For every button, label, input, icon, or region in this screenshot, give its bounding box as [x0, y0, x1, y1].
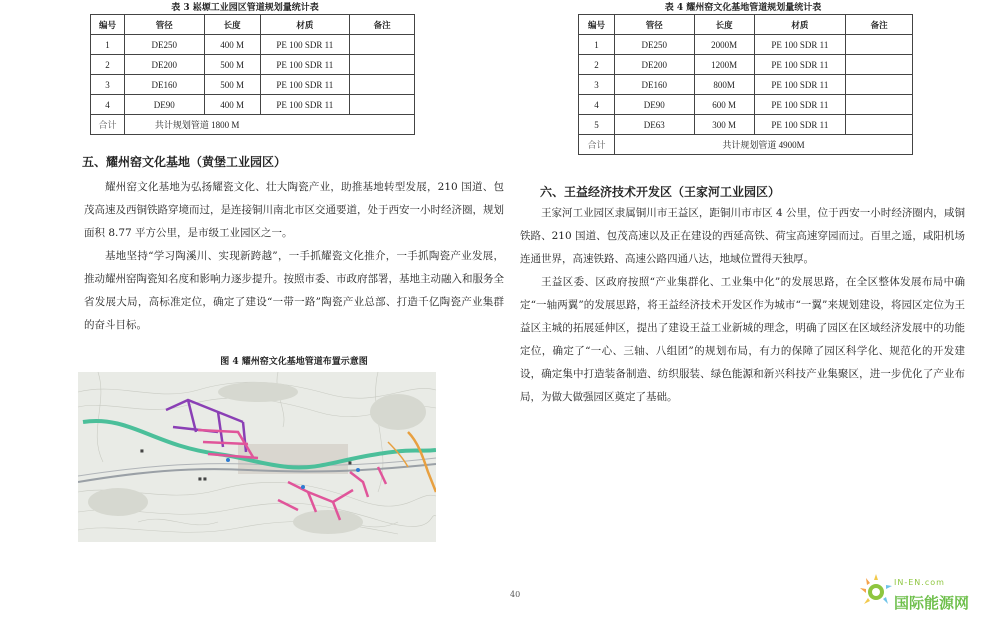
cell-no: 4 — [579, 95, 615, 115]
table4-header-row — [579, 15, 913, 35]
total-label: 合计 — [91, 115, 125, 135]
cell-no: 1 — [91, 35, 125, 55]
section5-paragraph-2: 基地坚持“学习陶溪川、实现新跨越”，一手抓耀瓷文化推介，一手抓陶瓷产业发展，推动耀州窑陶瓷知名度和影响力逐步提升。按照市委、市政府部署，基地主动融入和服务全省发展大局，高标准定位，确定了建设“一带一路”陶瓷产业总部、打造千亿陶瓷产业集群的奋斗目标。 — [84, 250, 504, 331]
cell-length: 300 M — [694, 115, 754, 135]
section6-body — [520, 202, 965, 409]
cell-diameter: DE63 — [614, 115, 694, 135]
cell-material: PE 100 SDR 11 — [754, 55, 846, 75]
figure4-caption: 图 4 耀州窑文化基地管道布置示意图 — [220, 357, 368, 367]
cell-remark — [350, 75, 415, 95]
table-row — [91, 95, 415, 115]
table3-header-row — [91, 15, 415, 35]
table-row — [579, 55, 913, 75]
cell-material: PE 100 SDR 11 — [754, 95, 846, 115]
cell-diameter: DE250 — [614, 35, 694, 55]
cell-material: PE 100 SDR 11 — [754, 115, 846, 135]
cell-remark — [350, 55, 415, 75]
table3-header-no: 编号 — [91, 15, 125, 35]
table4-total-row — [579, 135, 913, 155]
cell-no: 2 — [91, 55, 125, 75]
page-number: 40 — [510, 590, 521, 599]
cell-length: 2000M — [694, 35, 754, 55]
section6-heading: 六、王益经济技术开发区（王家河工业园区） — [540, 185, 781, 199]
cell-no: 3 — [91, 75, 125, 95]
table3-header-remark: 备注 — [350, 15, 415, 35]
table3-caption: 表 3 崧塬工业园区管道规划量统计表 — [171, 3, 319, 13]
cell-remark — [846, 95, 913, 115]
total-label: 合计 — [579, 135, 615, 155]
cell-length: 400 M — [204, 35, 260, 55]
cell-length: 400 M — [204, 95, 260, 115]
cell-no: 4 — [91, 95, 125, 115]
table4-header-material: 材质 — [754, 15, 846, 35]
cell-diameter: DE200 — [124, 55, 204, 75]
table-row — [91, 75, 415, 95]
cell-no: 2 — [579, 55, 615, 75]
watermark-name: 国际能源网 — [894, 594, 970, 612]
section5-heading: 五、耀州窑文化基地（黄堡工业园区） — [82, 155, 287, 169]
section6-paragraph-1: 王家河工业园区隶属铜川市王益区，距铜川市市区 4 公里，位于西安一小时经济圈内，咸铜铁路、210 国道、包茂高速以及正在建设的西延高铁、荷宝高速穿园而过。百里之遥，咸阳机场连通世界，高速铁路、高速公路四通八达，地域位置得天独厚。 — [520, 207, 965, 265]
table4-header-no: 编号 — [579, 15, 615, 35]
cell-remark — [846, 35, 913, 55]
table4-header-length: 长度 — [694, 15, 754, 35]
svg-text:■: ■ — [140, 448, 144, 453]
cell-remark — [846, 75, 913, 95]
watermark-domain: IN-EN.com — [894, 578, 945, 587]
sun-logo-icon — [858, 572, 898, 616]
table3-header-length: 长度 — [204, 15, 260, 35]
cell-length: 600 M — [694, 95, 754, 115]
pipeline-layout-map — [78, 372, 436, 542]
cell-no: 1 — [579, 35, 615, 55]
table3-header-diameter: 管径 — [124, 15, 204, 35]
cell-remark — [350, 95, 415, 115]
table4-header-diameter: 管径 — [614, 15, 694, 35]
table-row — [579, 95, 913, 115]
table3 — [90, 14, 415, 135]
cell-material: PE 100 SDR 11 — [754, 35, 846, 55]
table3-total-row — [91, 115, 415, 135]
table-row — [579, 35, 913, 55]
cell-remark — [846, 115, 913, 135]
cell-material: PE 100 SDR 11 — [754, 75, 846, 95]
watermark — [858, 572, 998, 620]
cell-diameter: DE250 — [124, 35, 204, 55]
svg-text:■ ■: ■ ■ — [198, 476, 207, 481]
cell-material: PE 100 SDR 11 — [260, 35, 350, 55]
cell-no: 3 — [579, 75, 615, 95]
cell-no: 5 — [579, 115, 615, 135]
cell-diameter: DE90 — [614, 95, 694, 115]
table4-caption: 表 4 耀州窑文化基地管道规划量统计表 — [664, 3, 822, 13]
cell-remark — [846, 55, 913, 75]
section5-body — [84, 176, 504, 337]
table-row — [579, 115, 913, 135]
table4-header-remark: 备注 — [846, 15, 913, 35]
cell-diameter: DE90 — [124, 95, 204, 115]
cell-material: PE 100 SDR 11 — [260, 95, 350, 115]
table3-header-material: 材质 — [260, 15, 350, 35]
cell-length: 500 M — [204, 75, 260, 95]
cell-length: 500 M — [204, 55, 260, 75]
cell-material: PE 100 SDR 11 — [260, 55, 350, 75]
table-row — [91, 35, 415, 55]
section5-paragraph-1: 耀州窑文化基地为弘扬耀瓷文化、壮大陶瓷产业，助推基地转型发展，210 国道、包茂高速及西铜铁路穿境而过，是连接铜川南北市区交通要道，处于西安一小时经济圈，规划面积 8.77 平方公里，是市级工业园区之一。 — [84, 181, 504, 239]
cell-material: PE 100 SDR 11 — [260, 75, 350, 95]
cell-length: 800M — [694, 75, 754, 95]
total-text: 共计规划管道 1800 M — [124, 115, 414, 135]
cell-diameter: DE160 — [124, 75, 204, 95]
svg-text:■: ■ — [348, 460, 352, 465]
total-text: 共计规划管道 4900M — [614, 135, 912, 155]
table-row — [579, 75, 913, 95]
cell-diameter: DE200 — [614, 55, 694, 75]
cell-remark — [350, 35, 415, 55]
section6-paragraph-2: 王益区委、区政府按照“产业集群化、工业集中化”的发展思路，在全区整体发展布局中确定“一轴两翼”的发展思路，将王益经济技术开发区作为城市“一翼”来规划建设，将园区定位为王益区主城的拓展延伸区，提出了建设王益工业新城的理念，明确了园区在区域经济发展中的功能定位，确定了“一心、三轴、八组团”的规划布局，有力的保障了园区科学化、规范化的开发建设，确定集中打造装备制造、纺织服装、绿色能源和新兴科技产业集聚区，进一步优化了产业布局，为做大做强园区奠定了基础。 — [520, 276, 965, 403]
cell-diameter: DE160 — [614, 75, 694, 95]
cell-length: 1200M — [694, 55, 754, 75]
table-row — [91, 55, 415, 75]
table4 — [578, 14, 913, 155]
